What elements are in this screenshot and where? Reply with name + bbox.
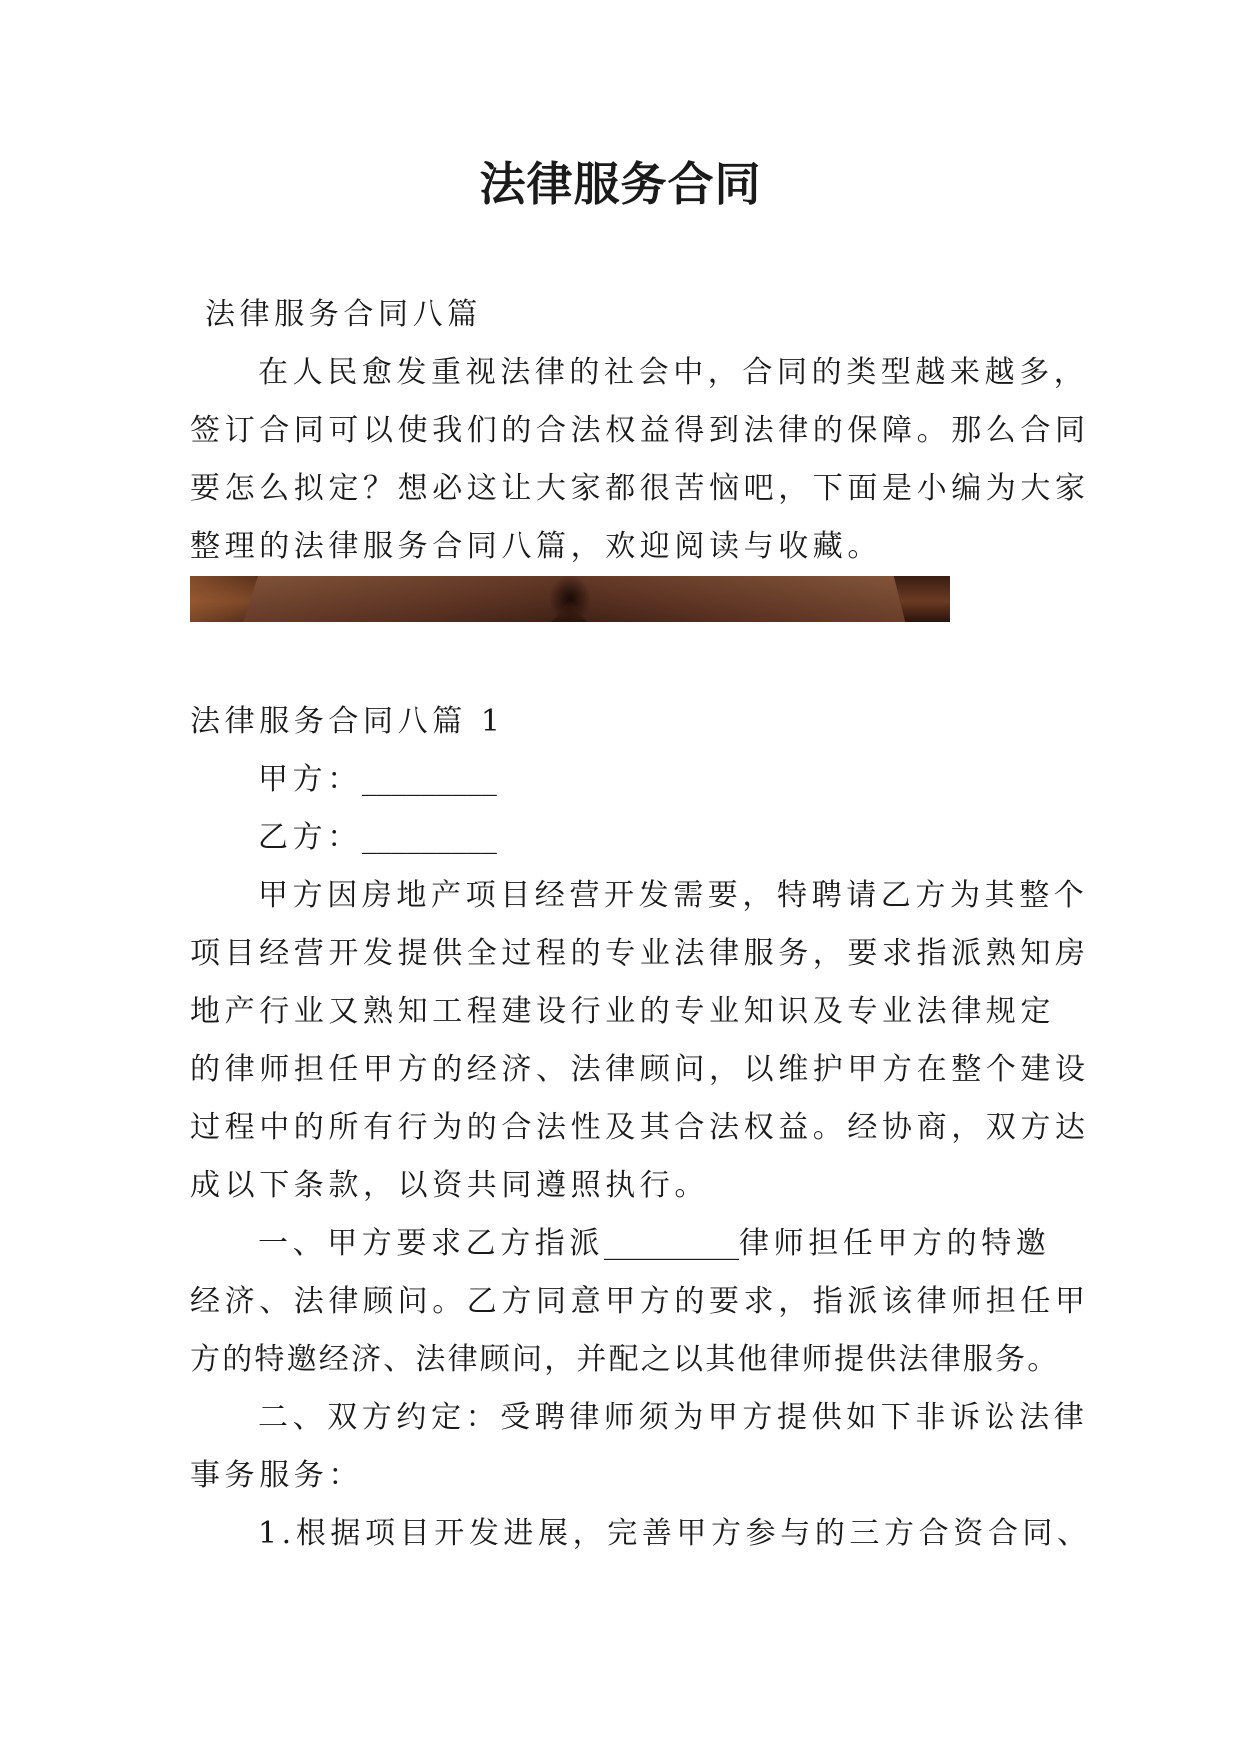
party-a-blank: _________ (361, 762, 497, 797)
item-1-line-1: 1.根据项目开发进展，完善甲方参与的三方合资合同、 (258, 1516, 1092, 1551)
clause-1-blank: _________ (604, 1226, 739, 1261)
party-a-line (258, 760, 497, 800)
clause-1-prefix: 一、甲方要求乙方指派 (258, 1226, 604, 1261)
party-b-line (258, 818, 497, 858)
intro-line-3: 要怎么拟定？想必这让大家都很苦恼吧，下面是小编为大家 (190, 471, 1090, 506)
party-b-label: 乙方： (258, 820, 362, 855)
clause-1-line-1 (258, 1224, 1050, 1264)
intro-line-2: 签订合同可以使我们的合法权益得到法律的保障。那么合同 (190, 413, 1090, 448)
open-book-image (190, 576, 950, 622)
body-line-1: 甲方因房地产项目经营开发需要，特聘请乙方为其整个 (258, 878, 1089, 913)
clause-1-line-3: 方的特邀经济、法律顾问，并配之以其他律师提供法律服务。 (190, 1342, 1060, 1377)
body-line-4: 的律师担任甲方的经济、法律顾问，以维护甲方在整个建设 (190, 1052, 1090, 1087)
document-subtitle: 法律服务合同八篇 (205, 297, 482, 332)
intro-line-1: 在人民愈发重视法律的社会中，合同的类型越来越多， (258, 355, 1089, 390)
section-heading: 法律服务合同八篇 1 (190, 704, 505, 739)
party-b-blank: _________ (361, 820, 497, 855)
body-line-3: 地产行业又熟知工程建设行业的专业知识及专业法律规定 (190, 994, 1055, 1029)
body-line-6: 成以下条款，以资共同遵照执行。 (190, 1168, 709, 1203)
clause-2-line-1: 二、双方约定：受聘律师须为甲方提供如下非诉讼法律 (258, 1400, 1089, 1435)
document-title: 法律服务合同 (479, 157, 762, 211)
clause-1-suffix: 律师担任甲方的特邀 (739, 1226, 1051, 1261)
clause-2-line-2: 事务服务： (190, 1458, 363, 1493)
body-line-5: 过程中的所有行为的合法性及其合法权益。经协商，双方达 (190, 1110, 1090, 1145)
body-line-2: 项目经营开发提供全过程的专业法律服务，要求指派熟知房 (190, 936, 1090, 971)
clause-1-line-2: 经济、法律顾问。乙方同意甲方的要求，指派该律师担任甲 (190, 1284, 1090, 1319)
intro-line-4: 整理的法律服务合同八篇，欢迎阅读与收藏。 (190, 529, 882, 564)
party-a-label: 甲方： (258, 762, 362, 797)
